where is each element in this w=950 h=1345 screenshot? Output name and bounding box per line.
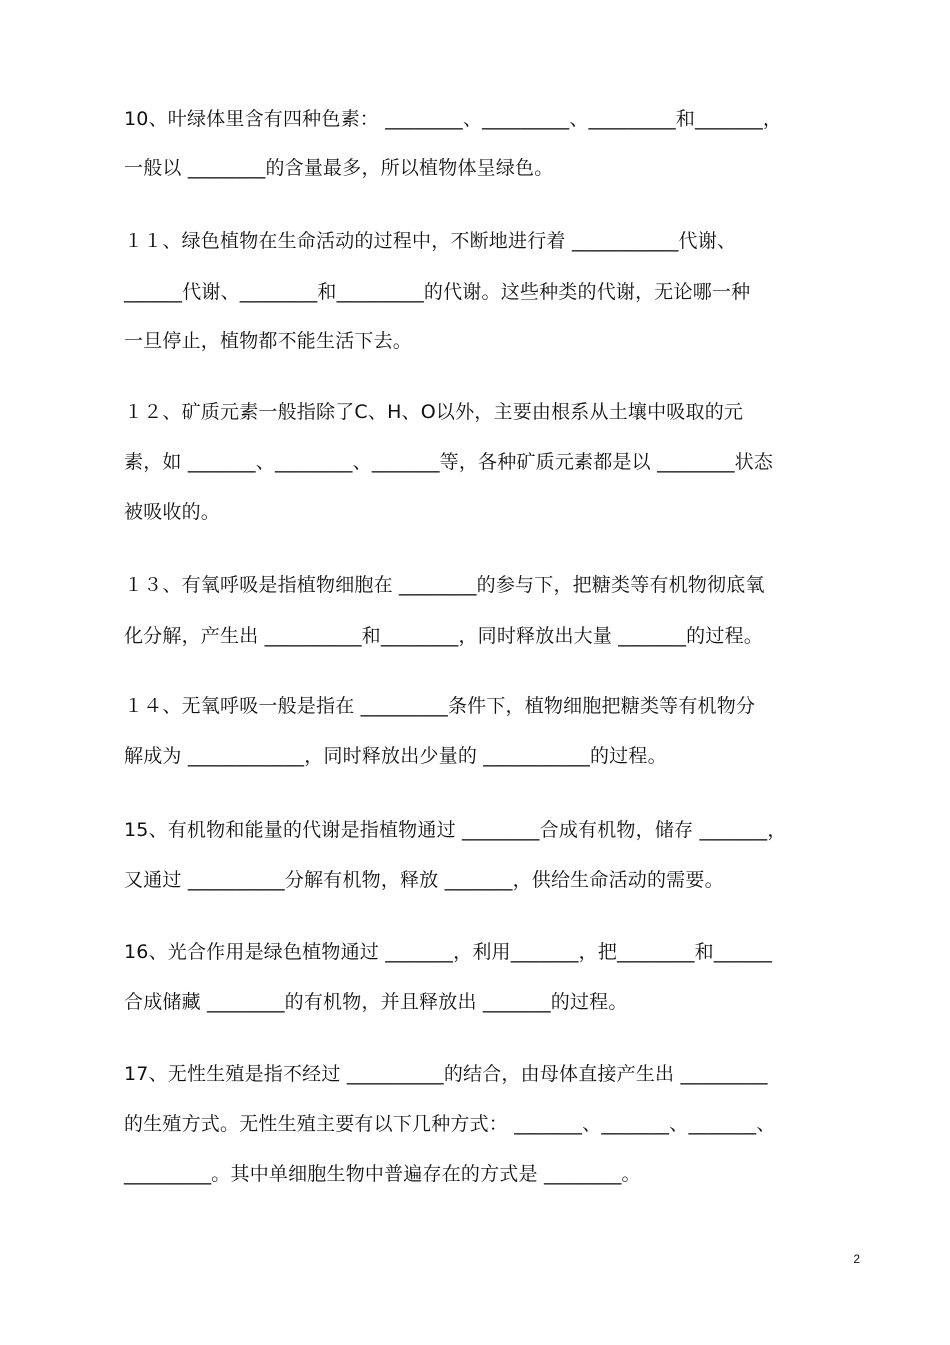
- q12-line-2: 素，如 _______、________、_______等，各种矿质元素都是以 ________状态: [124, 451, 774, 473]
- q11-line-2: ______代谢、________和_________的代谢。这些种类的代谢，无论哪一种: [124, 281, 751, 303]
- q15-line-2: 又通过 __________分解有机物，释放 _______，供给生命活动的需要。: [124, 869, 724, 891]
- q13-line-1: １３、有氧呼吸是指植物细胞在 ________的参与下，把糖类等有机物彻底氧: [124, 574, 765, 596]
- q11-line-3: 一旦停止，植物都不能生活下去。: [124, 330, 413, 352]
- q13-line-2: 化分解，产生出 __________和________，同时释放出大量 _______的过程。: [124, 625, 763, 647]
- q12-line-1: １２、矿质元素一般指除了C、H、O以外，主要由根系从土壤中吸取的元: [124, 401, 744, 423]
- q14-line-1: １４、无氧呼吸一般是指在 _________条件下，植物细胞把糖类等有机物分: [124, 695, 756, 717]
- q11-line-1: １１、绿色植物在生命活动的过程中，不断地进行着 ___________代谢、: [124, 230, 737, 252]
- q17-line-1: 17、无性生殖是指不经过 __________的结合，由母体直接产生出 _________: [124, 1063, 768, 1085]
- q17-line-3: _________。其中单细胞生物中普遍存在的方式是 ________。: [124, 1163, 641, 1185]
- q14-line-2: 解成为 ____________，同时释放出少量的 ___________的过程。: [124, 745, 667, 767]
- q15-line-1: 15、有机物和能量的代谢是指植物通过 ________合成有机物，储存 _______，: [124, 819, 787, 841]
- q16-line-1: 16、光合作用是绿色植物通过 _______，利用_______，把________和______: [124, 941, 773, 963]
- q10-line-2: 一般以 ________的含量最多，所以植物体呈绿色。: [124, 157, 554, 179]
- q16-line-2: 合成储藏 ________的有机物，并且释放出 _______的过程。: [124, 991, 628, 1013]
- q10-line-1: 10、叶绿体里含有四种色素： ________、_________、_________和_______，: [124, 108, 783, 130]
- page-number: 2: [853, 1252, 860, 1266]
- q12-line-3: 被吸收的。: [124, 501, 221, 523]
- q17-line-2: 的生殖方式。无性生殖主要有以下几种方式： _______、_______、_______、: [124, 1113, 776, 1135]
